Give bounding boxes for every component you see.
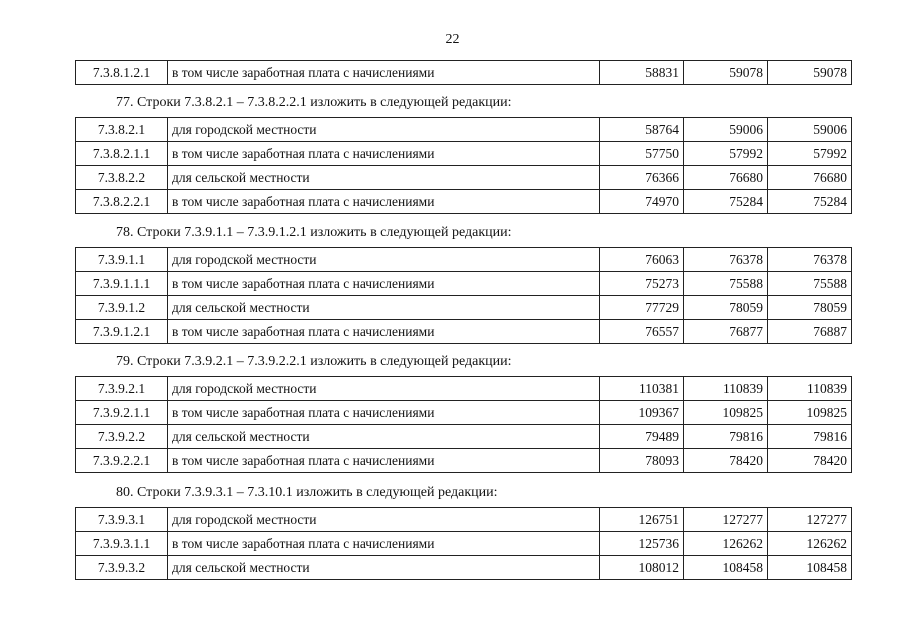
section-heading: 78. Строки 7.3.9.1.1 – 7.3.9.1.2.1 изложить в следующей редакции: <box>116 225 512 240</box>
row-value-3: 109825 <box>768 401 852 425</box>
row-value-2: 59006 <box>684 118 768 142</box>
row-value-3: 79816 <box>768 425 852 449</box>
table-row <box>76 320 852 344</box>
row-value-3: 76887 <box>768 320 852 344</box>
row-description: для сельской местности <box>168 425 600 449</box>
section-table <box>75 376 852 473</box>
table-row <box>76 556 852 580</box>
row-description: в том числе заработная плата с начислениями <box>168 190 600 214</box>
table-row <box>76 508 852 532</box>
row-description: в том числе заработная плата с начислениями <box>168 142 600 166</box>
row-value-1: 110381 <box>600 377 684 401</box>
row-description: для городской местности <box>168 377 600 401</box>
table-row <box>76 532 852 556</box>
row-value-3: 76378 <box>768 248 852 272</box>
row-value-1: 79489 <box>600 425 684 449</box>
table-row <box>76 142 852 166</box>
row-value-2: 127277 <box>684 508 768 532</box>
row-value-2: 57992 <box>684 142 768 166</box>
row-description: для городской местности <box>168 118 600 142</box>
row-value-3: 75588 <box>768 272 852 296</box>
row-value-3: 59006 <box>768 118 852 142</box>
section-table <box>75 247 852 344</box>
row-description: в том числе заработная плата с начислениями <box>168 449 600 473</box>
row-code: 7.3.9.3.1 <box>76 508 168 532</box>
row-code: 7.3.8.2.1 <box>76 118 168 142</box>
row-value-1: 76366 <box>600 166 684 190</box>
section-heading: 77. Строки 7.3.8.2.1 – 7.3.8.2.2.1 изложить в следующей редакции: <box>116 95 512 110</box>
row-code: 7.3.9.3.1.1 <box>76 532 168 556</box>
row-description: в том числе заработная плата с начислениями <box>168 320 600 344</box>
table-row <box>76 166 852 190</box>
row-description: в том числе заработная плата с начислениями <box>168 61 600 85</box>
row-value-1: 58764 <box>600 118 684 142</box>
row-value-1: 125736 <box>600 532 684 556</box>
row-value-1: 126751 <box>600 508 684 532</box>
row-code: 7.3.9.1.1 <box>76 248 168 272</box>
row-value-3: 76680 <box>768 166 852 190</box>
row-value-2: 59078 <box>684 61 768 85</box>
row-value-2: 110839 <box>684 377 768 401</box>
row-value-2: 108458 <box>684 556 768 580</box>
row-description: в том числе заработная плата с начислениями <box>168 272 600 296</box>
row-value-1: 78093 <box>600 449 684 473</box>
row-code: 7.3.8.2.2.1 <box>76 190 168 214</box>
table-row <box>76 190 852 214</box>
page-number: 22 <box>445 32 460 47</box>
row-code: 7.3.9.2.1 <box>76 377 168 401</box>
table-row <box>76 449 852 473</box>
row-value-3: 78059 <box>768 296 852 320</box>
row-code: 7.3.8.2.2 <box>76 166 168 190</box>
row-code: 7.3.9.1.2.1 <box>76 320 168 344</box>
section-heading: 79. Строки 7.3.9.2.1 – 7.3.9.2.2.1 изложить в следующей редакции: <box>116 354 512 369</box>
table-row <box>76 401 852 425</box>
row-value-3: 78420 <box>768 449 852 473</box>
table-row <box>76 61 852 85</box>
row-code: 7.3.9.1.1.1 <box>76 272 168 296</box>
row-description: для городской местности <box>168 508 600 532</box>
table-row <box>76 425 852 449</box>
row-description: для сельской местности <box>168 166 600 190</box>
row-value-1: 109367 <box>600 401 684 425</box>
row-code: 7.3.8.2.1.1 <box>76 142 168 166</box>
top-table <box>75 60 852 85</box>
table-row <box>76 118 852 142</box>
row-description: в том числе заработная плата с начислениями <box>168 401 600 425</box>
row-value-1: 77729 <box>600 296 684 320</box>
row-value-2: 78059 <box>684 296 768 320</box>
row-value-1: 58831 <box>600 61 684 85</box>
row-value-1: 57750 <box>600 142 684 166</box>
row-code: 7.3.9.3.2 <box>76 556 168 580</box>
row-value-1: 108012 <box>600 556 684 580</box>
row-value-3: 57992 <box>768 142 852 166</box>
row-value-1: 74970 <box>600 190 684 214</box>
row-value-3: 126262 <box>768 532 852 556</box>
row-value-3: 127277 <box>768 508 852 532</box>
row-description: для городской местности <box>168 248 600 272</box>
row-description: в том числе заработная плата с начислениями <box>168 532 600 556</box>
row-value-2: 79816 <box>684 425 768 449</box>
table-row <box>76 248 852 272</box>
row-value-3: 110839 <box>768 377 852 401</box>
row-value-2: 126262 <box>684 532 768 556</box>
row-value-2: 75588 <box>684 272 768 296</box>
row-value-2: 76877 <box>684 320 768 344</box>
row-value-2: 78420 <box>684 449 768 473</box>
row-value-3: 59078 <box>768 61 852 85</box>
row-value-3: 75284 <box>768 190 852 214</box>
row-code: 7.3.9.1.2 <box>76 296 168 320</box>
row-value-2: 76378 <box>684 248 768 272</box>
row-description: для сельской местности <box>168 556 600 580</box>
row-code: 7.3.9.2.2.1 <box>76 449 168 473</box>
section-table <box>75 507 852 580</box>
row-description: для сельской местности <box>168 296 600 320</box>
row-value-3: 108458 <box>768 556 852 580</box>
row-value-2: 75284 <box>684 190 768 214</box>
row-value-2: 76680 <box>684 166 768 190</box>
row-value-1: 76557 <box>600 320 684 344</box>
table-row <box>76 377 852 401</box>
table-row <box>76 272 852 296</box>
section-heading: 80. Строки 7.3.9.3.1 – 7.3.10.1 изложить в следующей редакции: <box>116 485 498 500</box>
row-value-2: 109825 <box>684 401 768 425</box>
row-value-1: 75273 <box>600 272 684 296</box>
row-code: 7.3.8.1.2.1 <box>76 61 168 85</box>
table-row <box>76 296 852 320</box>
row-code: 7.3.9.2.2 <box>76 425 168 449</box>
row-value-1: 76063 <box>600 248 684 272</box>
section-table <box>75 117 852 214</box>
row-code: 7.3.9.2.1.1 <box>76 401 168 425</box>
